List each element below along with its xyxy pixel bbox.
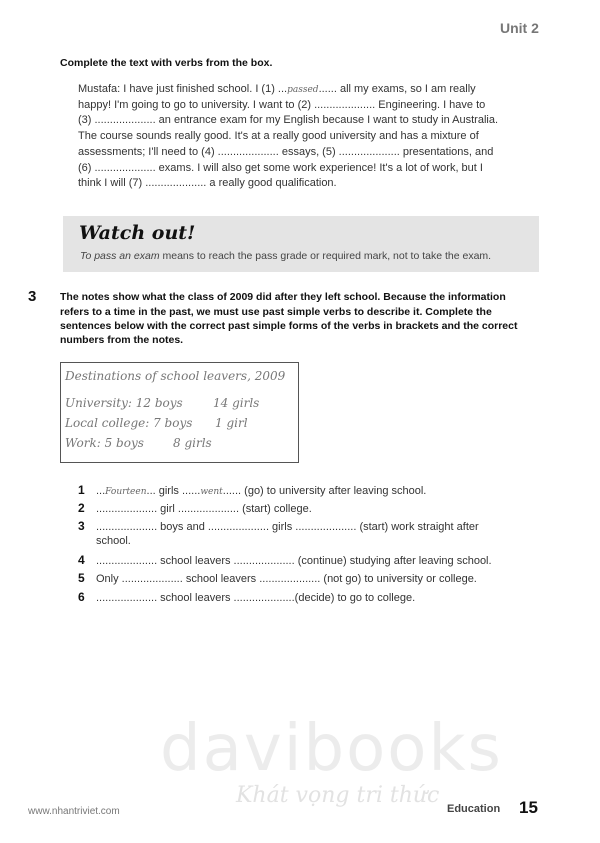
handwritten-answer: Fourteen bbox=[105, 487, 147, 497]
text: .................... boys and .................... girls .................... (start) work straight after bbox=[96, 521, 479, 533]
instruction-line: numbers from the notes. bbox=[60, 334, 184, 346]
footer-url: www.nhantriviet.com bbox=[28, 806, 120, 817]
exercise2-instruction: Complete the text with verbs from the box. bbox=[60, 57, 273, 69]
item-number: 6 bbox=[78, 590, 85, 604]
passage-line: assessments; I'll need to (4) .................... essays, (5) .................... presentations, and bbox=[78, 146, 494, 158]
watch-out-box bbox=[63, 216, 539, 272]
text: means to reach the pass grade or required mark, not to take the exam. bbox=[159, 250, 492, 262]
item-continuation: school. bbox=[96, 535, 131, 547]
instruction-line: sentences below with the correct past simple forms of the verbs in brackets and the correct bbox=[60, 320, 518, 332]
text: .................... school leavers ....................(decide) to go to college. bbox=[96, 592, 416, 604]
unit-label: Unit 2 bbox=[500, 20, 539, 36]
notes-label: Work: 5 boys bbox=[65, 436, 144, 450]
notes-row bbox=[65, 416, 248, 430]
watermark-slogan: Khát vọng tri thức bbox=[236, 783, 440, 808]
passage-line: happy! I'm going to go to university. I want to (2) .................... Engineering. I have to bbox=[78, 99, 486, 111]
instruction-line: refers to a time in the past, we must use past simple verbs to describe it. Complete the bbox=[60, 306, 492, 318]
text: Only .................... school leavers .................... (not go) to university or college. bbox=[96, 573, 477, 585]
text: ...... (go) to university after leaving school. bbox=[222, 485, 427, 497]
item-number: 4 bbox=[78, 553, 85, 567]
notes-girls: 8 girls bbox=[173, 436, 212, 450]
page-number: 15 bbox=[519, 798, 538, 817]
exercise-item bbox=[78, 501, 312, 515]
notes-label: Local college: 7 boys bbox=[65, 416, 193, 430]
instruction-line: The notes show what the class of 2009 did after they left school. Because the information bbox=[60, 291, 506, 303]
passage-line: The course sounds really good. It's at a really good university and has a mixture of bbox=[78, 130, 479, 142]
text: .................... school leavers .................... (continue) studying after leaving school. bbox=[96, 555, 492, 567]
text: ... girls ...... bbox=[146, 485, 201, 497]
text: ... bbox=[96, 485, 106, 497]
watch-out-title: Watch out! bbox=[79, 222, 196, 244]
passage-line: think I will (7) .................... a really good qualification. bbox=[78, 177, 337, 189]
notes-row bbox=[65, 396, 260, 410]
item-number: 3 bbox=[78, 519, 85, 533]
item-number: 2 bbox=[78, 501, 85, 515]
exercise-item bbox=[78, 519, 479, 533]
text: Mustafa: I have just finished school. I (1) ... bbox=[78, 83, 288, 95]
handwritten-answer: went bbox=[200, 487, 223, 497]
notes-girls: 14 girls bbox=[213, 396, 260, 410]
watermark-brand: davibooks bbox=[160, 712, 503, 786]
notes-title: Destinations of school leavers, 2009 bbox=[65, 369, 286, 383]
notes-row bbox=[65, 436, 212, 450]
item-number: 1 bbox=[78, 483, 85, 497]
text: ...... all my exams, so I am really bbox=[318, 83, 476, 95]
exercise-item bbox=[78, 483, 426, 497]
handwritten-answer: passed bbox=[287, 85, 319, 95]
item-number: 5 bbox=[78, 571, 85, 585]
notes-box bbox=[60, 362, 299, 463]
watch-out-text bbox=[80, 250, 491, 262]
exercise-item bbox=[78, 553, 492, 567]
footer-section: Education bbox=[447, 803, 501, 815]
exercise-item bbox=[78, 590, 415, 604]
exercise-item bbox=[78, 571, 477, 585]
passage-line bbox=[78, 83, 476, 95]
notes-label: University: 12 boys bbox=[65, 396, 183, 410]
notes-girls: 1 girl bbox=[215, 416, 248, 430]
passage-line: (6) .................... exams. I will also get some work experience! It's a lot of work, but I bbox=[78, 162, 483, 174]
text: .................... girl .................... (start) college. bbox=[96, 503, 312, 515]
exercise-number: 3 bbox=[28, 288, 37, 305]
italic-term: To pass an exam bbox=[80, 250, 160, 262]
passage-line: (3) .................... an entrance exam for my English because I want to study in Australia. bbox=[78, 114, 499, 126]
